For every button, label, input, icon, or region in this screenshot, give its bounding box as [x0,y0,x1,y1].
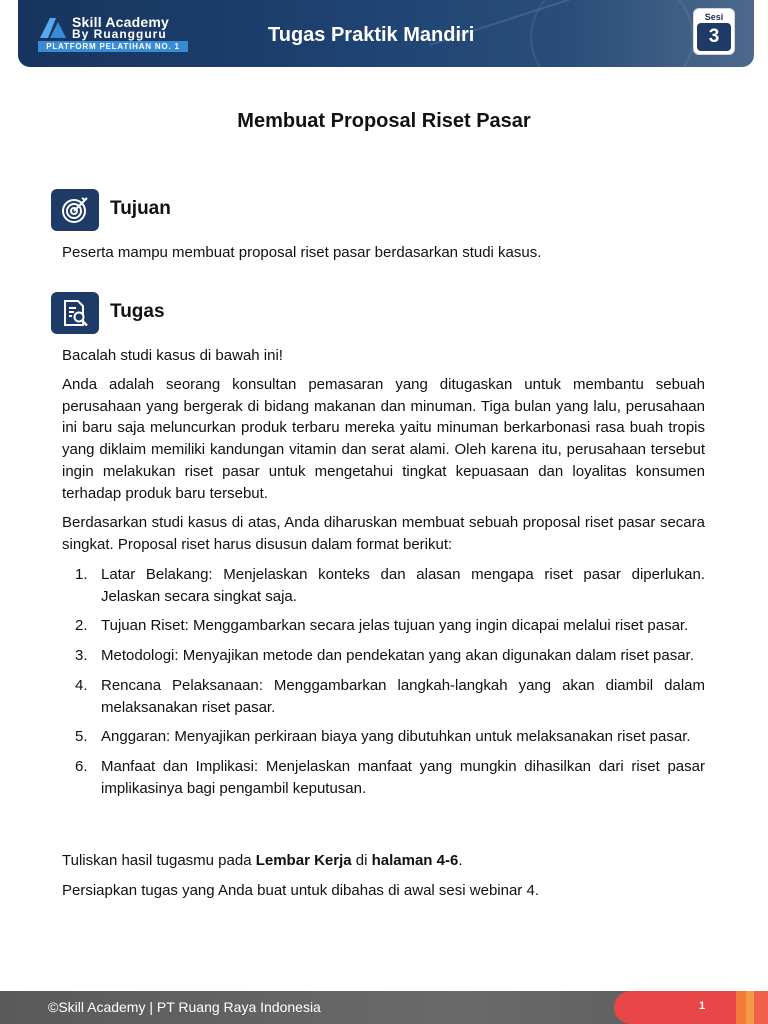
list-item-number: 3. [75,647,88,665]
case-study-paragraph: Anda adalah seorang konsultan pemasaran yang ditugaskan untuk membantu sebuah perusahaan yang bergerak di bidang makanan dan minuman. Tiga bulan yang lalu, perusahaan ini baru saja meluncurkan produk terbaru mereka yaitu minuman berkarbonasi rasa buah tropis yang diklaim memiliki kandungan vitamin dan serat alami. Oleh karena itu, perusahaan tersebut ingin melakukan riset pasar untuk mengetahui tingkat kepuasaan dan loyalitas konsumen terhadap produk baru tersebut. [62,376,705,502]
list-item-number: 4. [75,676,88,694]
session-badge [693,8,735,55]
session-number: 3 [697,23,731,51]
logo-line2: By Ruangguru [72,27,167,41]
footer-bar [0,991,768,1024]
submission-pages: halaman 4-6 [371,852,459,869]
list-item-number: 6. [75,757,88,775]
logo-mark-icon [38,16,68,40]
list-item-number: 1. [75,566,88,583]
page-number: 1 [698,1000,706,1012]
page-title: Membuat Proposal Riset Pasar [237,110,531,132]
submission-worksheet: Lembar Kerja [255,852,352,869]
list-item-text: Anggaran: Menyajikan perkiraan biaya yang dibutuhkan untuk melaksanakan riset pasar. [101,728,691,746]
logo-tagline: PLATFORM PELATIHAN NO. 1 [38,41,188,52]
list-item-text: Rencana Pelaksanaan: Menggambarkan langkah-langkah yang akan diambil dalam melaksanakan riset pasar. [101,676,705,716]
section-heading-tujuan: Tujuan [110,198,171,219]
proposal-format-list [62,564,705,807]
list-item-number: 5. [75,728,88,746]
list-item-text: Metodologi: Menyajikan metode dan pendekatan yang akan digunakan dalam riset pasar. [101,647,694,665]
list-item-text: Manfaat dan Implikasi: Menjelaskan manfaat yang mungkin dihasilkan dari riset pasar implikasinya bagi pengambil keputusan. [101,757,705,797]
tujuan-text: Peserta mampu membuat proposal riset pasar berdasarkan studi kasus. [62,244,542,261]
header-title: Tugas Praktik Mandiri [268,24,475,46]
closing-note: Persiapkan tugas yang Anda buat untuk dibahas di awal sesi webinar 4. [62,882,539,899]
instruction-paragraph: Berdasarkan studi kasus di atas, Anda diharuskan membuat sebuah proposal riset pasar secara singkat. Proposal riset harus disusun dalam format berikut: [62,514,705,553]
list-item-number: 2. [75,617,88,635]
list-item [62,726,705,748]
target-icon [51,189,99,231]
tugas-intro: Bacalah studi kasus di bawah ini! [62,347,283,364]
document-search-icon [51,292,99,334]
skill-academy-logo [38,14,188,54]
list-item-text: Latar Belakang: Menjelaskan konteks dan alasan mengapa riset pasar diperlukan. Jelaskan secara singkat saja. [101,566,705,605]
submission-prefix: Tuliskan hasil tugasmu pada [62,852,256,869]
section-heading-tugas: Tugas [110,301,165,322]
submission-suffix: . [458,852,463,869]
submission-note [62,850,705,872]
list-item [62,675,705,718]
header-banner [18,0,754,67]
decorative-arc [530,0,694,67]
session-label: Sesi [704,12,724,22]
list-item [62,564,705,607]
list-item [62,756,705,799]
submission-mid: di [351,852,372,869]
logo-line1: Skill Academy [72,14,170,30]
list-item [62,615,705,637]
list-item [62,645,705,667]
list-item-text: Tujuan Riset: Menggambarkan secara jelas tujuan yang ingin dicapai melalui riset pasar. [101,617,689,635]
footer-copyright: ©Skill Academy | PT Ruang Raya Indonesia [48,999,321,1015]
